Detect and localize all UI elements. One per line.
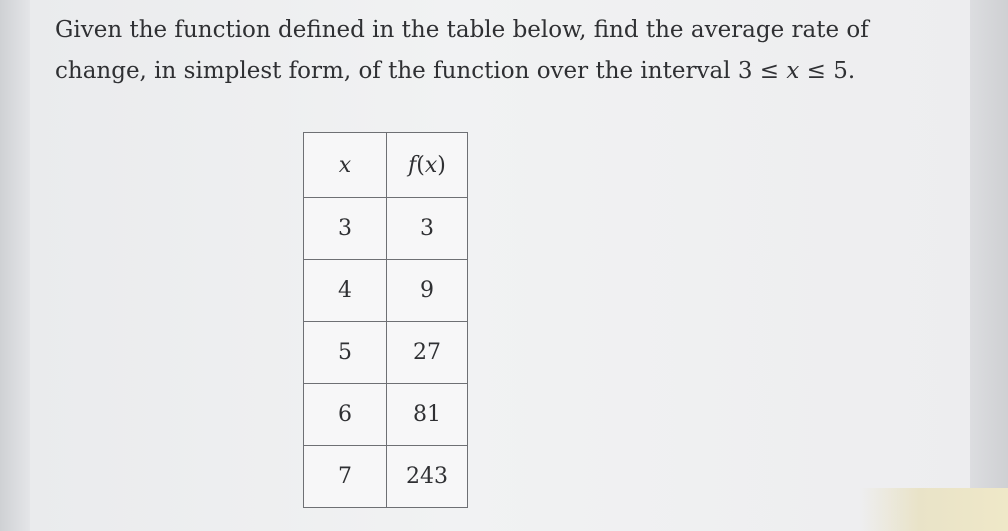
question-text <box>55 10 960 92</box>
screen-right-edge <box>970 0 1008 531</box>
header-x <box>304 133 387 198</box>
table-header-row <box>304 133 468 198</box>
cell-x: 4 <box>304 260 387 322</box>
header-f-name: f <box>408 152 417 178</box>
question-prompt: Given the function defined in the table below, find the average rate of change, in simplest form, of the function over the interval <box>55 17 869 84</box>
cell-x: 5 <box>304 322 387 384</box>
cell-x: 7 <box>304 446 387 508</box>
table-row <box>304 322 468 384</box>
interval-lower: 3 <box>737 58 753 84</box>
cell-fx: 3 <box>387 198 468 260</box>
cell-fx: 27 <box>387 322 468 384</box>
function-table <box>303 132 468 508</box>
cell-x: 3 <box>304 198 387 260</box>
interval-variable: x <box>786 58 800 84</box>
table-row <box>304 260 468 322</box>
interval-symbol-left: ≤ <box>759 58 780 84</box>
screen-left-edge <box>0 0 30 531</box>
cell-fx: 9 <box>387 260 468 322</box>
cell-fx: 243 <box>387 446 468 508</box>
table-row <box>304 198 468 260</box>
header-fx <box>387 133 468 198</box>
header-f-open: ( <box>416 152 425 178</box>
screen-glare <box>860 488 1008 531</box>
interval-end-punct: . <box>847 58 856 84</box>
header-x-label: x <box>338 152 352 178</box>
interval-symbol-right: ≤ <box>806 58 826 84</box>
header-f-var: x <box>424 152 438 178</box>
table-row <box>304 384 468 446</box>
header-f-close: ) <box>437 152 446 178</box>
cell-fx: 81 <box>387 384 468 446</box>
cell-x: 6 <box>304 384 387 446</box>
interval-expression <box>738 58 855 84</box>
table-row <box>304 446 468 508</box>
interval-upper: 5 <box>833 58 848 84</box>
